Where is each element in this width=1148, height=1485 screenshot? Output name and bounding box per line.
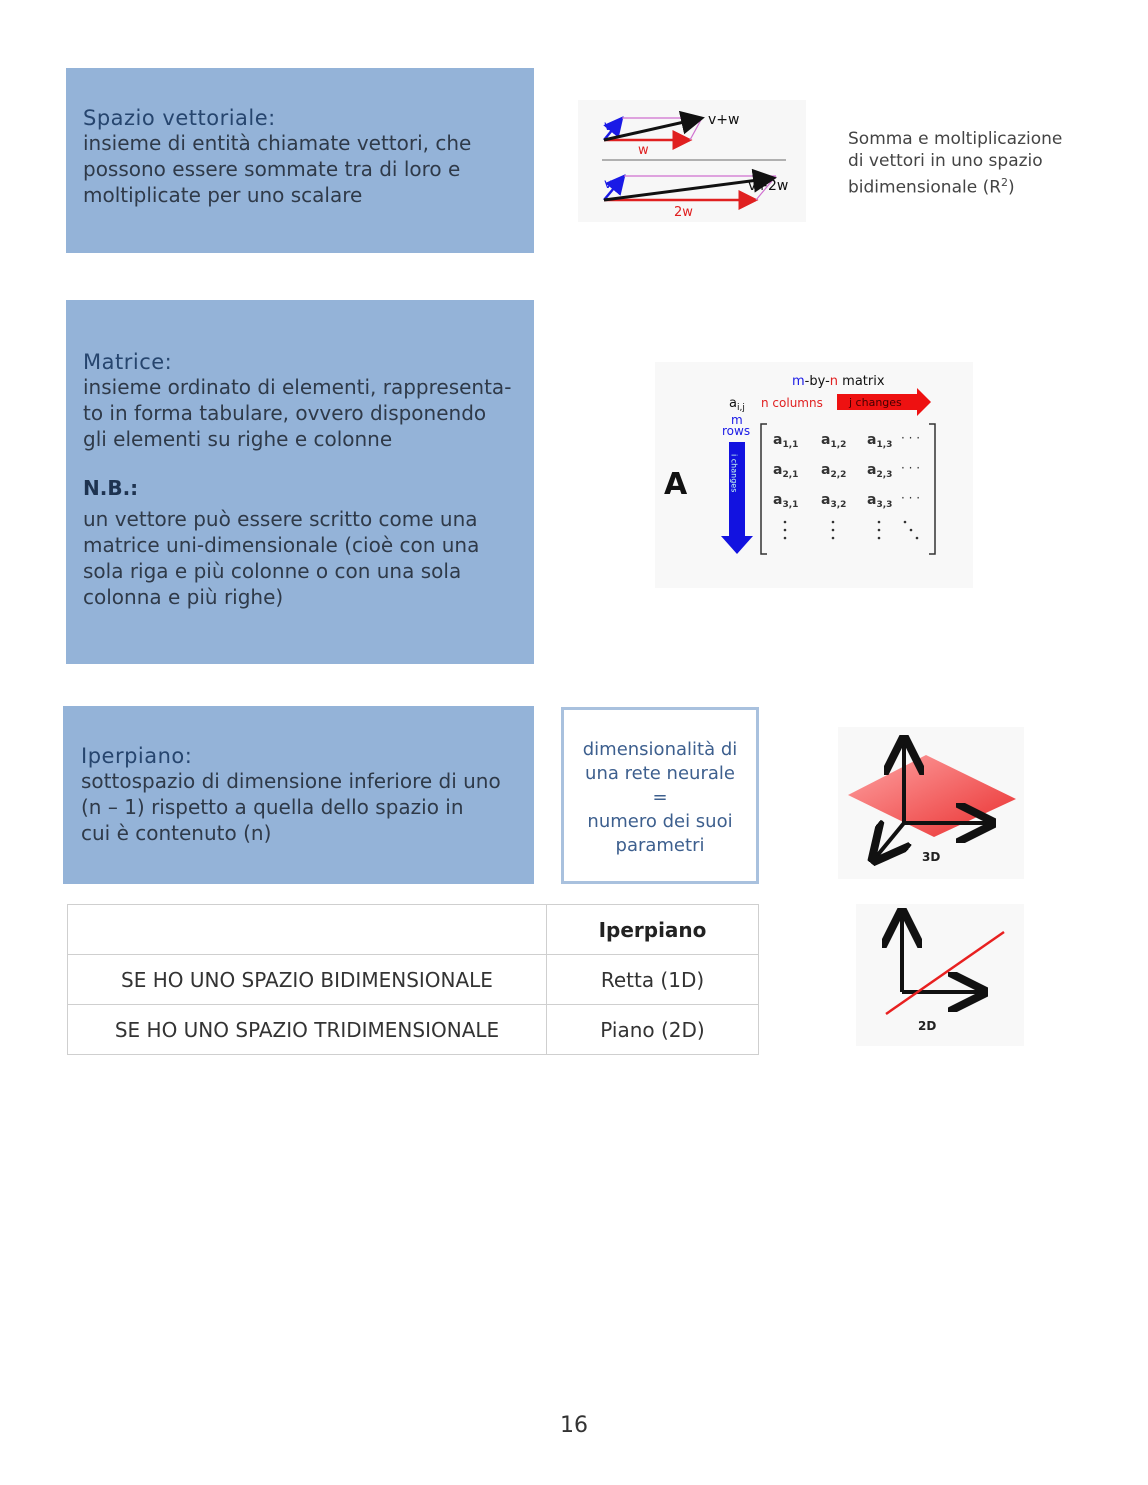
line-2d-figure <box>856 904 1024 1046</box>
j-changes-label: j changes <box>849 396 902 409</box>
table-cell: SE HO UNO SPAZIO BIDIMENSIONALE <box>68 955 547 1005</box>
caption-line-1: Somma e moltiplicazione <box>848 129 1063 149</box>
caption-line-2: di vettori in uno spazio <box>848 151 1043 171</box>
dimensionality-line-5: parametri <box>615 835 705 856</box>
table-header-cell: Iperpiano <box>547 905 759 955</box>
nb-line-2: matrice uni-dimensionale (cioè con una <box>83 533 480 557</box>
row-ellipsis-1: · · · <box>901 431 921 445</box>
label-w: w <box>638 143 649 158</box>
nb-label: N.B.: <box>83 476 139 500</box>
label-2w: 2w <box>674 205 693 220</box>
plane-3d-label: 3D <box>922 850 941 864</box>
label-v-plus-w: v+w <box>708 112 740 128</box>
hyperplane-table <box>67 904 759 1055</box>
matrix-heading: Matrice: <box>83 350 173 374</box>
matrix-line-1: insieme ordinato di elementi, rappresenta- <box>83 375 512 399</box>
dimensionality-box <box>561 707 759 884</box>
label-v-top: v <box>604 119 612 134</box>
nb-line-1: un vettore può essere scritto come una <box>83 507 478 531</box>
line-2d-label: 2D <box>918 1019 937 1033</box>
table-header-row <box>68 905 759 955</box>
dimensionality-line-1: dimensionalità di <box>582 739 738 760</box>
plane-3d-figure <box>838 727 1024 879</box>
rows-label: rows <box>722 424 751 438</box>
hyperplane-line-2: (n – 1) rispetto a quella dello spazio in <box>81 795 464 819</box>
vector-space-heading: Spazio vettoriale: <box>83 106 276 130</box>
nb-line-4: colonna e più righe) <box>83 585 284 609</box>
table-row <box>68 955 759 1005</box>
matrix-title: m-by-n matrix <box>792 374 885 389</box>
dimensionality-line-4: numero dei suoi <box>587 811 733 832</box>
page-number: 16 <box>560 1413 588 1438</box>
label-v-bottom: v <box>604 177 612 192</box>
dimensionality-line-2: una rete neurale <box>585 763 735 784</box>
label-v-plus-2w: v+2w <box>748 178 789 194</box>
cell-2-1: $a_{2,1}$ <box>773 462 799 480</box>
matrix-figure <box>655 362 973 588</box>
vector-space-line-3: moltiplicate per uno scalare <box>83 183 363 207</box>
table-row <box>68 1005 759 1055</box>
cell-3-2: $a_{3,2}$ <box>821 492 847 510</box>
n-columns-label: n columns <box>761 396 823 410</box>
hyperplane-heading: Iperpiano: <box>81 744 193 768</box>
table-cell: Retta (1D) <box>547 955 759 1005</box>
vector-space-box <box>66 68 534 253</box>
matrix-line-2: to in forma tabulare, ovvero disponendo <box>83 401 487 425</box>
dimensionality-equals: = <box>652 787 668 808</box>
big-a-label: A <box>664 467 688 502</box>
vector-caption <box>848 128 1088 199</box>
caption-line-3: bidimensionale $(R^2)$ <box>848 176 1015 198</box>
vector-sum-figure <box>578 100 806 222</box>
hyperplane-line-3: cui è contenuto (n) <box>81 821 272 845</box>
hyperplane-box <box>63 706 534 884</box>
nb-line-3: sola riga e più colonne o con una sola <box>83 559 462 583</box>
cell-1-2: $a_{1,2}$ <box>821 432 847 450</box>
matrix-box <box>66 300 534 664</box>
cell-3-3: $a_{3,3}$ <box>867 492 893 510</box>
table-header-cell <box>68 905 547 955</box>
cell-3-1: $a_{3,1}$ <box>773 492 799 510</box>
cell-1-1: $a_{1,1}$ <box>773 432 799 450</box>
table-cell: Piano (2D) <box>547 1005 759 1055</box>
row-ellipsis-3: · · · <box>901 491 921 505</box>
matrix-line-3: gli elementi su righe e colonne <box>83 427 393 451</box>
cell-1-3: $a_{1,3}$ <box>867 432 893 450</box>
i-changes-label: i changes <box>729 454 739 493</box>
hyperplane-line-1: sottospazio di dimensione inferiore di uno <box>81 769 501 793</box>
vector-space-line-2: possono essere sommate tra di loro e <box>83 157 461 181</box>
cell-2-2: $a_{2,2}$ <box>821 462 847 480</box>
cell-2-3: $a_{2,3}$ <box>867 462 893 480</box>
m-label: m <box>731 413 743 427</box>
vector-space-line-1: insieme di entità chiamate vettori, che <box>83 131 472 155</box>
aij-label: $a_{i,j}$ <box>729 396 745 413</box>
row-ellipsis-2: · · · <box>901 461 921 475</box>
table-cell: SE HO UNO SPAZIO TRIDIMENSIONALE <box>68 1005 547 1055</box>
